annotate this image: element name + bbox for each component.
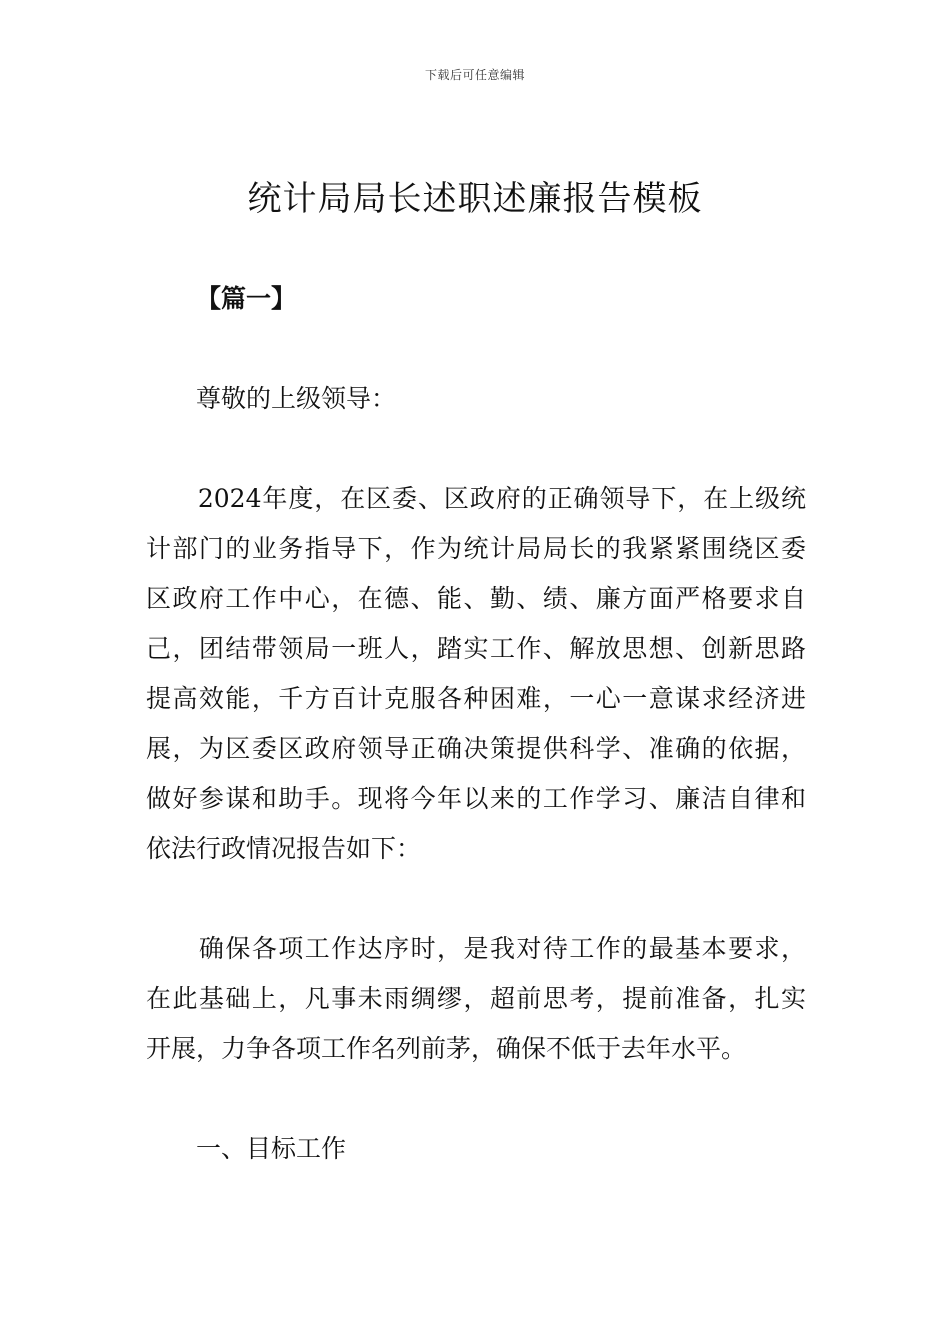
paragraph-line: 己，团结带领局一班人，踏实工作、解放思想、创新思路: [146, 634, 806, 663]
paragraph-line: 提高效能，千方百计克服各种困难，一心一意谋求经济进: [146, 684, 806, 713]
paragraph-line: 在此基础上，凡事未雨绸缪，超前思考，提前准备，扎实: [146, 984, 806, 1013]
paragraph-line: 依法行政情况报告如下：: [146, 834, 422, 863]
section-label: 【篇一】: [196, 284, 297, 313]
paragraph-line: 确保各项工作达序时，是我对待工作的最基本要求，: [146, 934, 806, 963]
paragraph-line: 计部门的业务指导下，作为统计局局长的我紧紧围绕区委: [146, 534, 806, 563]
document-title: 统计局局长述职述廉报告模板: [247, 179, 703, 219]
header-note: 下载后可任意编辑: [424, 68, 525, 82]
paragraph-line: 展，为区委区政府领导正确决策提供科学、准确的依据，: [146, 734, 806, 763]
section-heading: 一、目标工作: [196, 1134, 347, 1163]
paragraph-line: 开展，力争各项工作名列前茅，确保不低于去年水平。: [146, 1034, 747, 1063]
paragraph-line: 区政府工作中心，在德、能、勤、绩、廉方面严格要求自: [146, 584, 806, 613]
salutation: 尊敬的上级领导：: [196, 384, 397, 413]
paragraph-line: 做好参谋和助手。现将今年以来的工作学习、廉洁自律和: [146, 784, 806, 813]
paragraph-line: 2024年度，在区委、区政府的正确领导下，在上级统: [146, 484, 806, 513]
